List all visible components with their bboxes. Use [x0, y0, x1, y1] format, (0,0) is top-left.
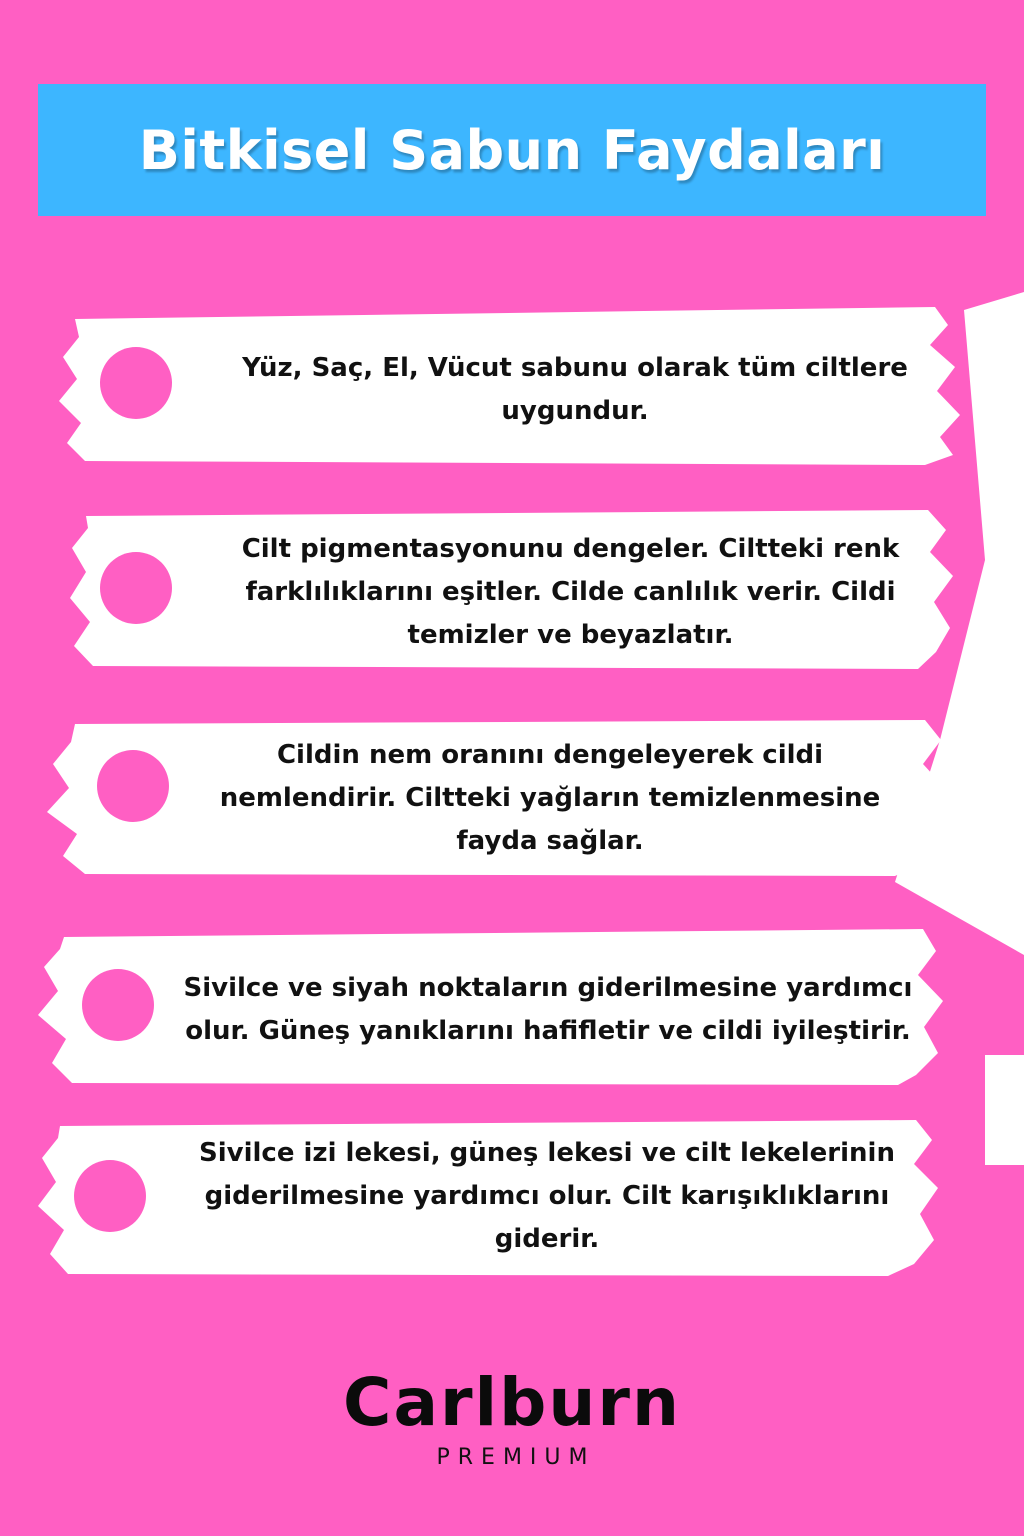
bullet-dot	[82, 969, 154, 1041]
page-title: Bitkisel Sabun Faydaları	[138, 118, 886, 182]
brand-logo	[0, 1365, 1024, 1470]
bullet-dot	[74, 1160, 146, 1232]
benefit-text-1: Yüz, Saç, El, Vücut sabunu olarak tüm ciltlere uygundur.	[242, 353, 908, 426]
benefit-card-4	[38, 925, 943, 1087]
brand-name: Carlburn	[343, 1364, 681, 1441]
title-banner	[38, 84, 986, 216]
bullet-dot	[100, 347, 172, 419]
bullet-dot	[100, 552, 172, 624]
bullet-dot	[97, 750, 169, 822]
benefit-card-2	[68, 506, 953, 671]
benefit-card-5	[38, 1116, 938, 1278]
benefit-text-2: Cilt pigmentasyonunu dengeler. Ciltteki renk farklılıklarını eşitler. Cilde canlılık verir. Cildi temizler ve beyazlatır.	[241, 534, 900, 650]
benefit-text-5: Sivilce izi lekesi, güneş lekesi ve cilt lekelerinin giderilmesine yardımcı olur. Cilt karışıklıklarını giderir.	[199, 1138, 895, 1254]
benefit-card-3	[45, 716, 945, 878]
brand-tagline: PREMIUM	[436, 1445, 596, 1470]
benefit-text-4: Sivilce ve siyah noktaların giderilmesine yardımcı olur. Güneş yanıklarını hafifletir ve cildi iyileştirir.	[183, 973, 913, 1046]
benefit-text-3: Cildin nem oranını dengeleyerek cildi nemlendirir. Ciltteki yağların temizlenmesine fayda sağlar.	[219, 740, 881, 856]
benefit-card-1	[55, 305, 960, 467]
